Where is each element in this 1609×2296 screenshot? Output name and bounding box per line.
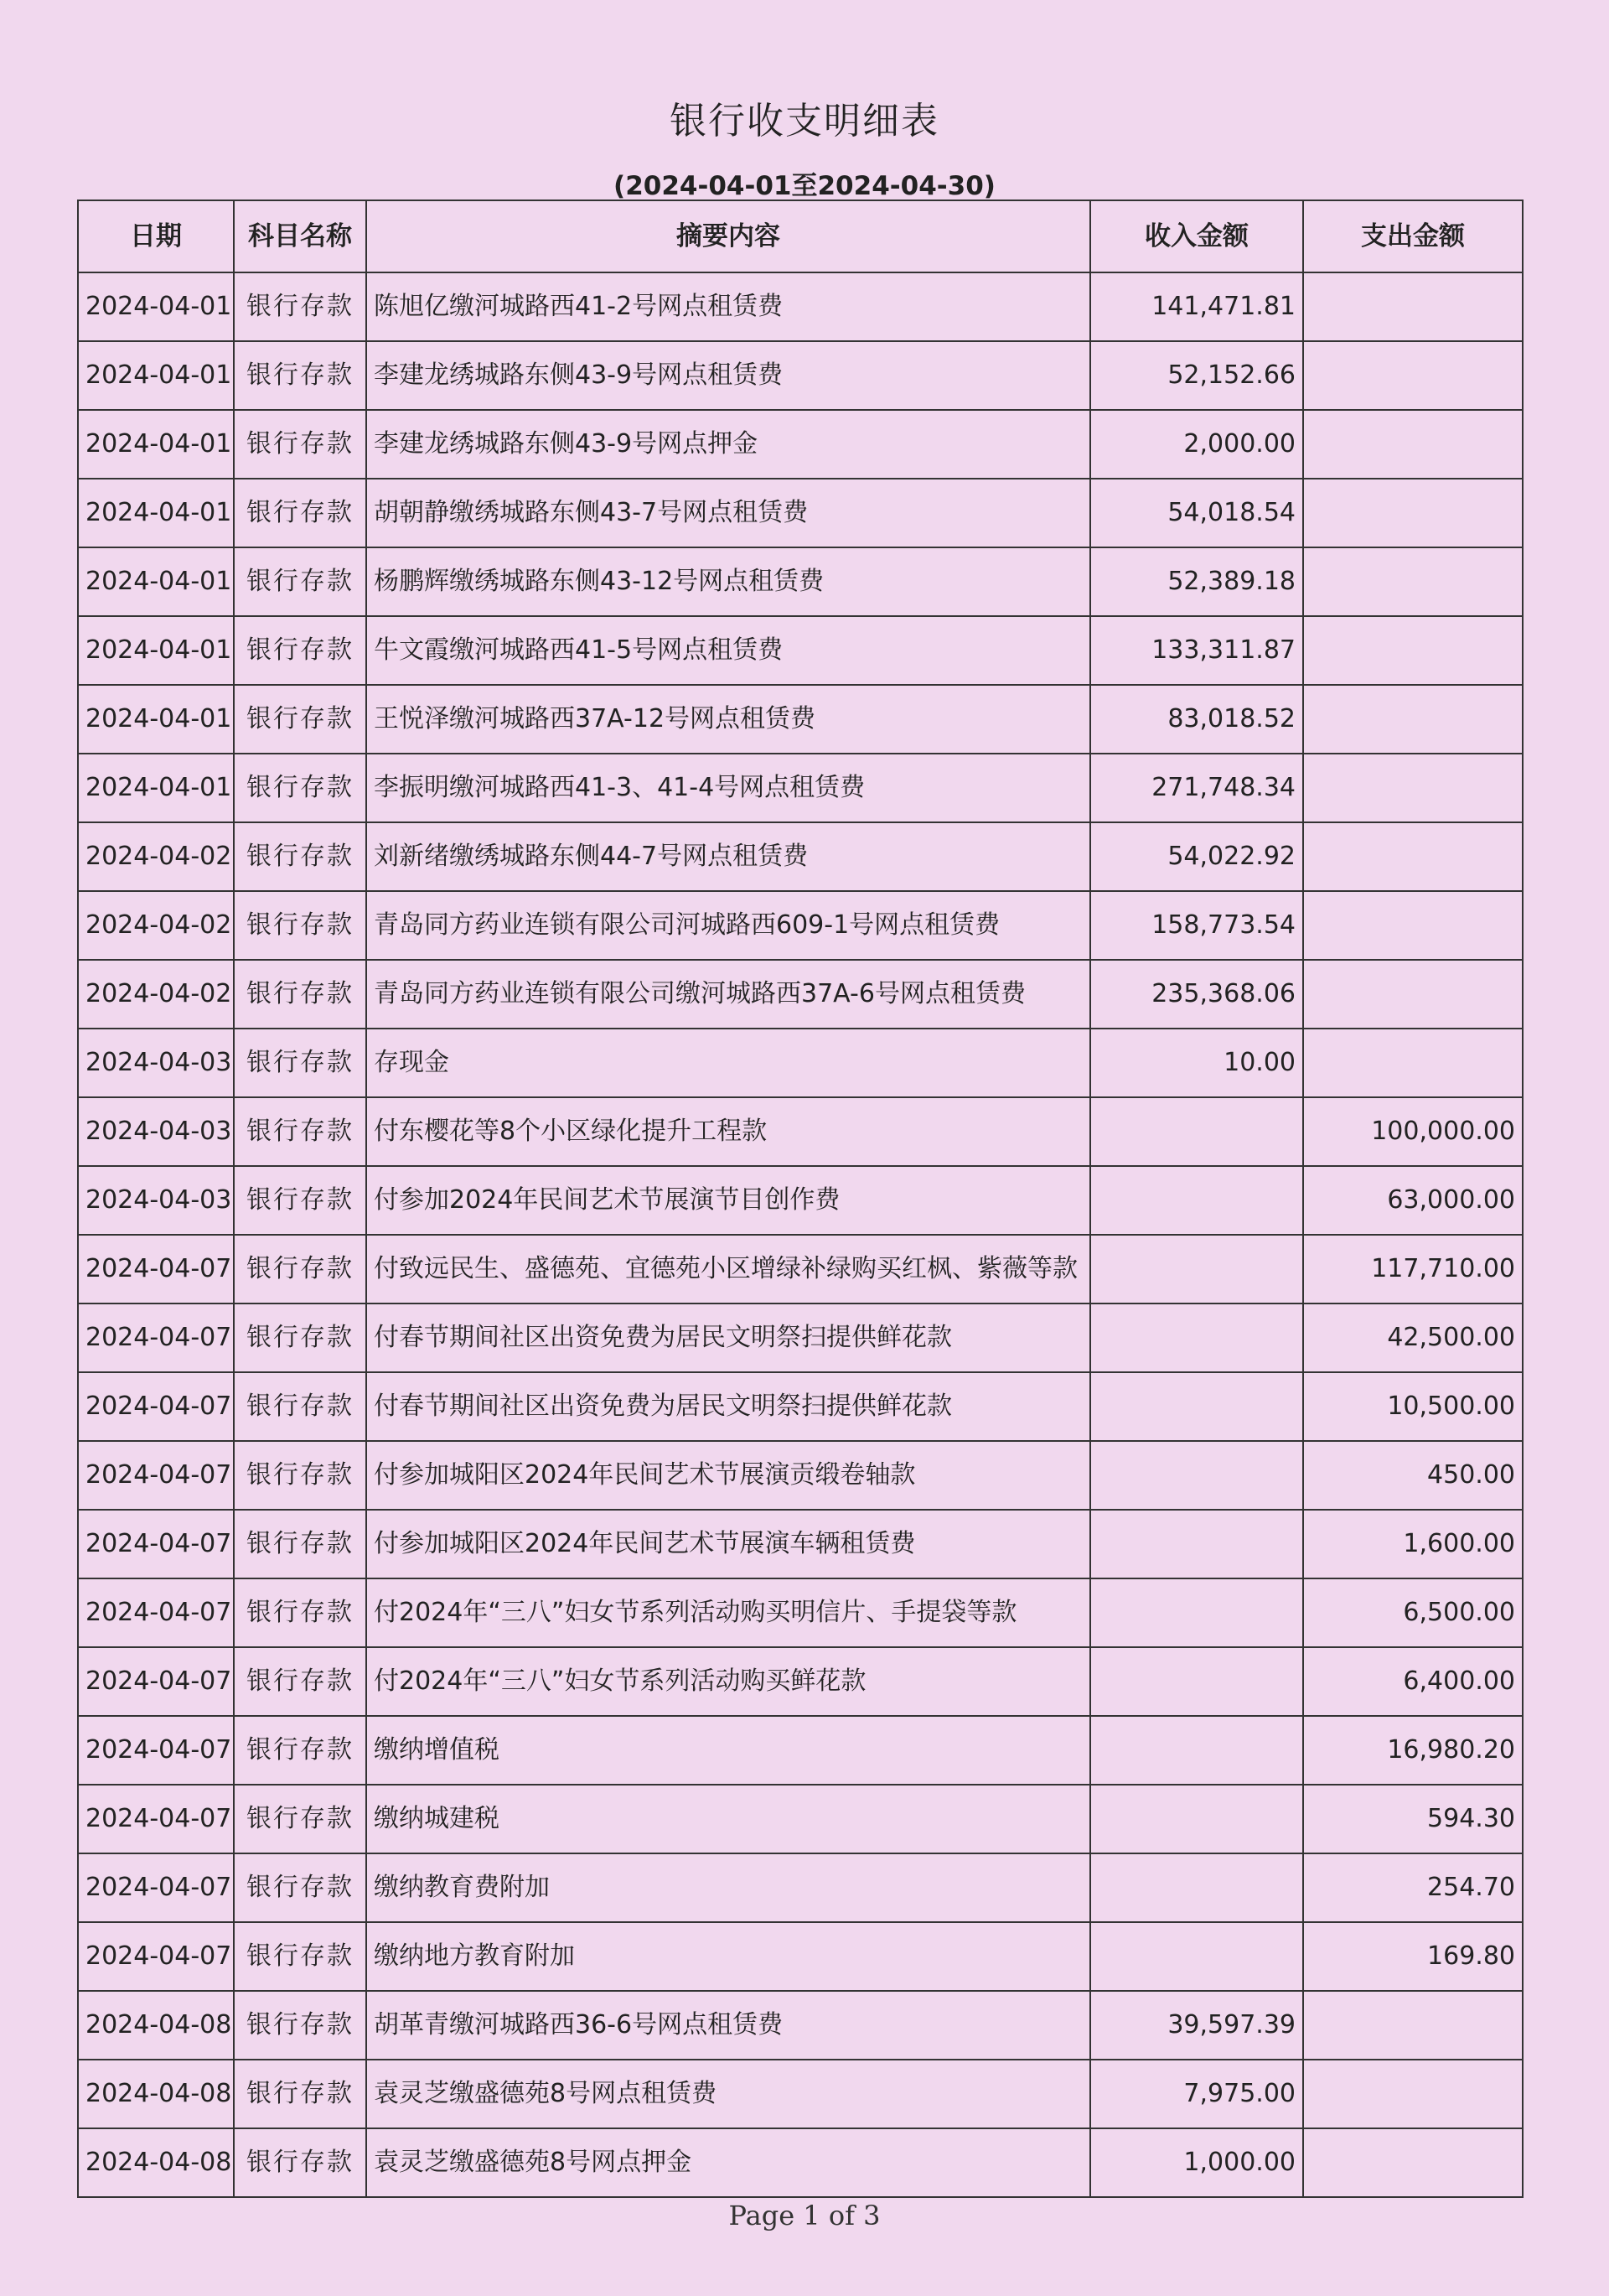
table-row (78, 754, 1523, 822)
table-row (78, 341, 1523, 410)
cell-summary: 杨鹏辉缴绣城路东侧43-12号网点租赁费 (366, 547, 1090, 616)
cell-expense (1303, 479, 1523, 547)
cell-date: 2024-04-01 (78, 410, 234, 479)
table-row (78, 1922, 1523, 1991)
cell-expense: 10,500.00 (1303, 1372, 1523, 1441)
cell-expense (1303, 2128, 1523, 2197)
cell-subject: 银行存款 (234, 891, 366, 960)
cell-income: 10.00 (1090, 1029, 1303, 1097)
cell-expense (1303, 547, 1523, 616)
cell-summary: 刘新绪缴绣城路东侧44-7号网点租赁费 (366, 822, 1090, 891)
cell-summary: 袁灵芝缴盛德苑8号网点押金 (366, 2128, 1090, 2197)
cell-summary: 袁灵芝缴盛德苑8号网点租赁费 (366, 2060, 1090, 2128)
cell-expense (1303, 754, 1523, 822)
table-row (78, 822, 1523, 891)
cell-summary: 付参加城阳区2024年民间艺术节展演车辆租赁费 (366, 1510, 1090, 1578)
cell-summary: 青岛同方药业连锁有限公司河城路西609-1号网点租赁费 (366, 891, 1090, 960)
cell-subject: 银行存款 (234, 1303, 366, 1372)
header-expense: 支出金额 (1303, 200, 1523, 272)
cell-income (1090, 1510, 1303, 1578)
cell-summary: 缴纳地方教育附加 (366, 1922, 1090, 1991)
cell-date: 2024-04-07 (78, 1372, 234, 1441)
cell-subject: 银行存款 (234, 410, 366, 479)
cell-subject: 银行存款 (234, 822, 366, 891)
cell-subject: 银行存款 (234, 1235, 366, 1303)
cell-income: 54,022.92 (1090, 822, 1303, 891)
cell-summary: 付东樱花等8个小区绿化提升工程款 (366, 1097, 1090, 1166)
cell-income (1090, 1716, 1303, 1785)
cell-income (1090, 1578, 1303, 1647)
table-row (78, 891, 1523, 960)
cell-summary: 李建龙绣城路东侧43-9号网点租赁费 (366, 341, 1090, 410)
date-range: (2024-04-01至2024-04-30) (613, 171, 996, 201)
cell-subject: 银行存款 (234, 960, 366, 1029)
cell-date: 2024-04-01 (78, 272, 234, 341)
cell-expense: 1,600.00 (1303, 1510, 1523, 1578)
cell-date: 2024-04-01 (78, 685, 234, 754)
cell-expense: 594.30 (1303, 1785, 1523, 1853)
cell-income: 1,000.00 (1090, 2128, 1303, 2197)
cell-income: 158,773.54 (1090, 891, 1303, 960)
header-subject: 科目名称 (234, 200, 366, 272)
table-row (78, 1372, 1523, 1441)
table-row (78, 1716, 1523, 1785)
ledger-table (77, 200, 1524, 2198)
cell-subject: 银行存款 (234, 479, 366, 547)
cell-date: 2024-04-07 (78, 1303, 234, 1372)
cell-income (1090, 1647, 1303, 1716)
cell-expense: 450.00 (1303, 1441, 1523, 1510)
cell-income: 54,018.54 (1090, 479, 1303, 547)
table-row (78, 2060, 1523, 2128)
cell-date: 2024-04-07 (78, 1235, 234, 1303)
cell-income (1090, 1303, 1303, 1372)
cell-date: 2024-04-07 (78, 1578, 234, 1647)
cell-expense (1303, 822, 1523, 891)
cell-income: 7,975.00 (1090, 2060, 1303, 2128)
cell-subject: 银行存款 (234, 1029, 366, 1097)
cell-subject: 银行存款 (234, 1097, 366, 1166)
table-row (78, 1578, 1523, 1647)
cell-subject: 银行存款 (234, 1785, 366, 1853)
cell-income: 39,597.39 (1090, 1991, 1303, 2060)
cell-date: 2024-04-01 (78, 547, 234, 616)
cell-expense: 6,400.00 (1303, 1647, 1523, 1716)
cell-income: 235,368.06 (1090, 960, 1303, 1029)
table-row (78, 1235, 1523, 1303)
table-row (78, 1785, 1523, 1853)
cell-subject: 银行存款 (234, 1441, 366, 1510)
cell-summary: 王悦泽缴河城路西37A-12号网点租赁费 (366, 685, 1090, 754)
cell-subject: 银行存款 (234, 547, 366, 616)
cell-income: 2,000.00 (1090, 410, 1303, 479)
cell-income (1090, 1785, 1303, 1853)
cell-expense (1303, 341, 1523, 410)
cell-date: 2024-04-03 (78, 1166, 234, 1235)
cell-summary: 牛文霞缴河城路西41-5号网点租赁费 (366, 616, 1090, 685)
cell-subject: 银行存款 (234, 341, 366, 410)
table-row (78, 960, 1523, 1029)
cell-date: 2024-04-01 (78, 616, 234, 685)
cell-summary: 付致远民生、盛德苑、宜德苑小区增绿补绿购买红枫、紫薇等款 (366, 1235, 1090, 1303)
cell-expense: 100,000.00 (1303, 1097, 1523, 1166)
cell-summary: 付春节期间社区出资免费为居民文明祭扫提供鲜花款 (366, 1303, 1090, 1372)
cell-date: 2024-04-02 (78, 822, 234, 891)
cell-date: 2024-04-01 (78, 754, 234, 822)
table-row (78, 2128, 1523, 2197)
cell-income: 83,018.52 (1090, 685, 1303, 754)
document-title: 银行收支明细表 (670, 100, 939, 143)
cell-expense: 63,000.00 (1303, 1166, 1523, 1235)
cell-summary: 胡朝静缴绣城路东侧43-7号网点租赁费 (366, 479, 1090, 547)
cell-summary: 李建龙绣城路东侧43-9号网点押金 (366, 410, 1090, 479)
cell-summary: 付春节期间社区出资免费为居民文明祭扫提供鲜花款 (366, 1372, 1090, 1441)
page-number: Page 1 of 3 (728, 2200, 881, 2231)
ledger-body (78, 272, 1523, 2197)
cell-date: 2024-04-07 (78, 1647, 234, 1716)
cell-subject: 银行存款 (234, 1166, 366, 1235)
cell-date: 2024-04-08 (78, 2128, 234, 2197)
cell-subject: 银行存款 (234, 1372, 366, 1441)
cell-subject: 银行存款 (234, 1578, 366, 1647)
table-row (78, 616, 1523, 685)
cell-summary: 存现金 (366, 1029, 1090, 1097)
cell-expense (1303, 616, 1523, 685)
cell-expense (1303, 1029, 1523, 1097)
table-row (78, 1991, 1523, 2060)
table-row (78, 1441, 1523, 1510)
cell-income: 271,748.34 (1090, 754, 1303, 822)
cell-income (1090, 1097, 1303, 1166)
cell-expense (1303, 2060, 1523, 2128)
cell-expense: 169.80 (1303, 1922, 1523, 1991)
cell-date: 2024-04-07 (78, 1785, 234, 1853)
cell-summary: 付参加2024年民间艺术节展演节目创作费 (366, 1166, 1090, 1235)
cell-subject: 银行存款 (234, 754, 366, 822)
cell-date: 2024-04-08 (78, 1991, 234, 2060)
cell-subject: 银行存款 (234, 1853, 366, 1922)
cell-income (1090, 1853, 1303, 1922)
cell-date: 2024-04-07 (78, 1716, 234, 1785)
cell-expense (1303, 960, 1523, 1029)
cell-subject: 银行存款 (234, 1510, 366, 1578)
cell-subject: 银行存款 (234, 616, 366, 685)
cell-subject: 银行存款 (234, 2060, 366, 2128)
table-row (78, 547, 1523, 616)
header-summary: 摘要内容 (366, 200, 1090, 272)
cell-date: 2024-04-07 (78, 1510, 234, 1578)
cell-expense (1303, 1991, 1523, 2060)
table-row (78, 1029, 1523, 1097)
cell-expense: 117,710.00 (1303, 1235, 1523, 1303)
cell-income (1090, 1441, 1303, 1510)
cell-income (1090, 1922, 1303, 1991)
cell-subject: 银行存款 (234, 2128, 366, 2197)
cell-summary: 缴纳教育费附加 (366, 1853, 1090, 1922)
cell-expense (1303, 272, 1523, 341)
cell-expense: 42,500.00 (1303, 1303, 1523, 1372)
table-row (78, 1853, 1523, 1922)
cell-expense (1303, 685, 1523, 754)
cell-date: 2024-04-07 (78, 1441, 234, 1510)
cell-subject: 银行存款 (234, 685, 366, 754)
cell-expense (1303, 410, 1523, 479)
cell-income: 141,471.81 (1090, 272, 1303, 341)
table-row (78, 1647, 1523, 1716)
cell-summary: 付2024年“三八”妇女节系列活动购买鲜花款 (366, 1647, 1090, 1716)
cell-subject: 银行存款 (234, 1922, 366, 1991)
cell-income: 52,389.18 (1090, 547, 1303, 616)
table-row (78, 1166, 1523, 1235)
cell-subject: 银行存款 (234, 272, 366, 341)
cell-subject: 银行存款 (234, 1991, 366, 2060)
cell-date: 2024-04-01 (78, 341, 234, 410)
table-row (78, 1303, 1523, 1372)
cell-summary: 缴纳城建税 (366, 1785, 1090, 1853)
cell-subject: 银行存款 (234, 1647, 366, 1716)
cell-income (1090, 1166, 1303, 1235)
cell-summary: 胡革青缴河城路西36-6号网点租赁费 (366, 1991, 1090, 2060)
header-income: 收入金额 (1090, 200, 1303, 272)
cell-date: 2024-04-03 (78, 1029, 234, 1097)
table-row (78, 272, 1523, 341)
cell-expense: 254.70 (1303, 1853, 1523, 1922)
cell-date: 2024-04-02 (78, 960, 234, 1029)
cell-expense: 16,980.20 (1303, 1716, 1523, 1785)
cell-income (1090, 1372, 1303, 1441)
cell-expense (1303, 891, 1523, 960)
table-row (78, 479, 1523, 547)
cell-summary: 付参加城阳区2024年民间艺术节展演贡缎卷轴款 (366, 1441, 1090, 1510)
cell-subject: 银行存款 (234, 1716, 366, 1785)
cell-date: 2024-04-07 (78, 1922, 234, 1991)
table-row (78, 685, 1523, 754)
header-row (78, 200, 1523, 272)
cell-summary: 付2024年“三八”妇女节系列活动购买明信片、手提袋等款 (366, 1578, 1090, 1647)
cell-date: 2024-04-08 (78, 2060, 234, 2128)
cell-date: 2024-04-07 (78, 1853, 234, 1922)
cell-summary: 李振明缴河城路西41-3、41-4号网点租赁费 (366, 754, 1090, 822)
table-row (78, 1097, 1523, 1166)
cell-date: 2024-04-02 (78, 891, 234, 960)
table-row (78, 410, 1523, 479)
cell-summary: 青岛同方药业连锁有限公司缴河城路西37A-6号网点租赁费 (366, 960, 1090, 1029)
cell-expense: 6,500.00 (1303, 1578, 1523, 1647)
cell-date: 2024-04-03 (78, 1097, 234, 1166)
header-date: 日期 (78, 200, 234, 272)
table-row (78, 1510, 1523, 1578)
cell-income (1090, 1235, 1303, 1303)
cell-date: 2024-04-01 (78, 479, 234, 547)
cell-summary: 缴纳增值税 (366, 1716, 1090, 1785)
cell-income: 133,311.87 (1090, 616, 1303, 685)
cell-summary: 陈旭亿缴河城路西41-2号网点租赁费 (366, 272, 1090, 341)
cell-income: 52,152.66 (1090, 341, 1303, 410)
